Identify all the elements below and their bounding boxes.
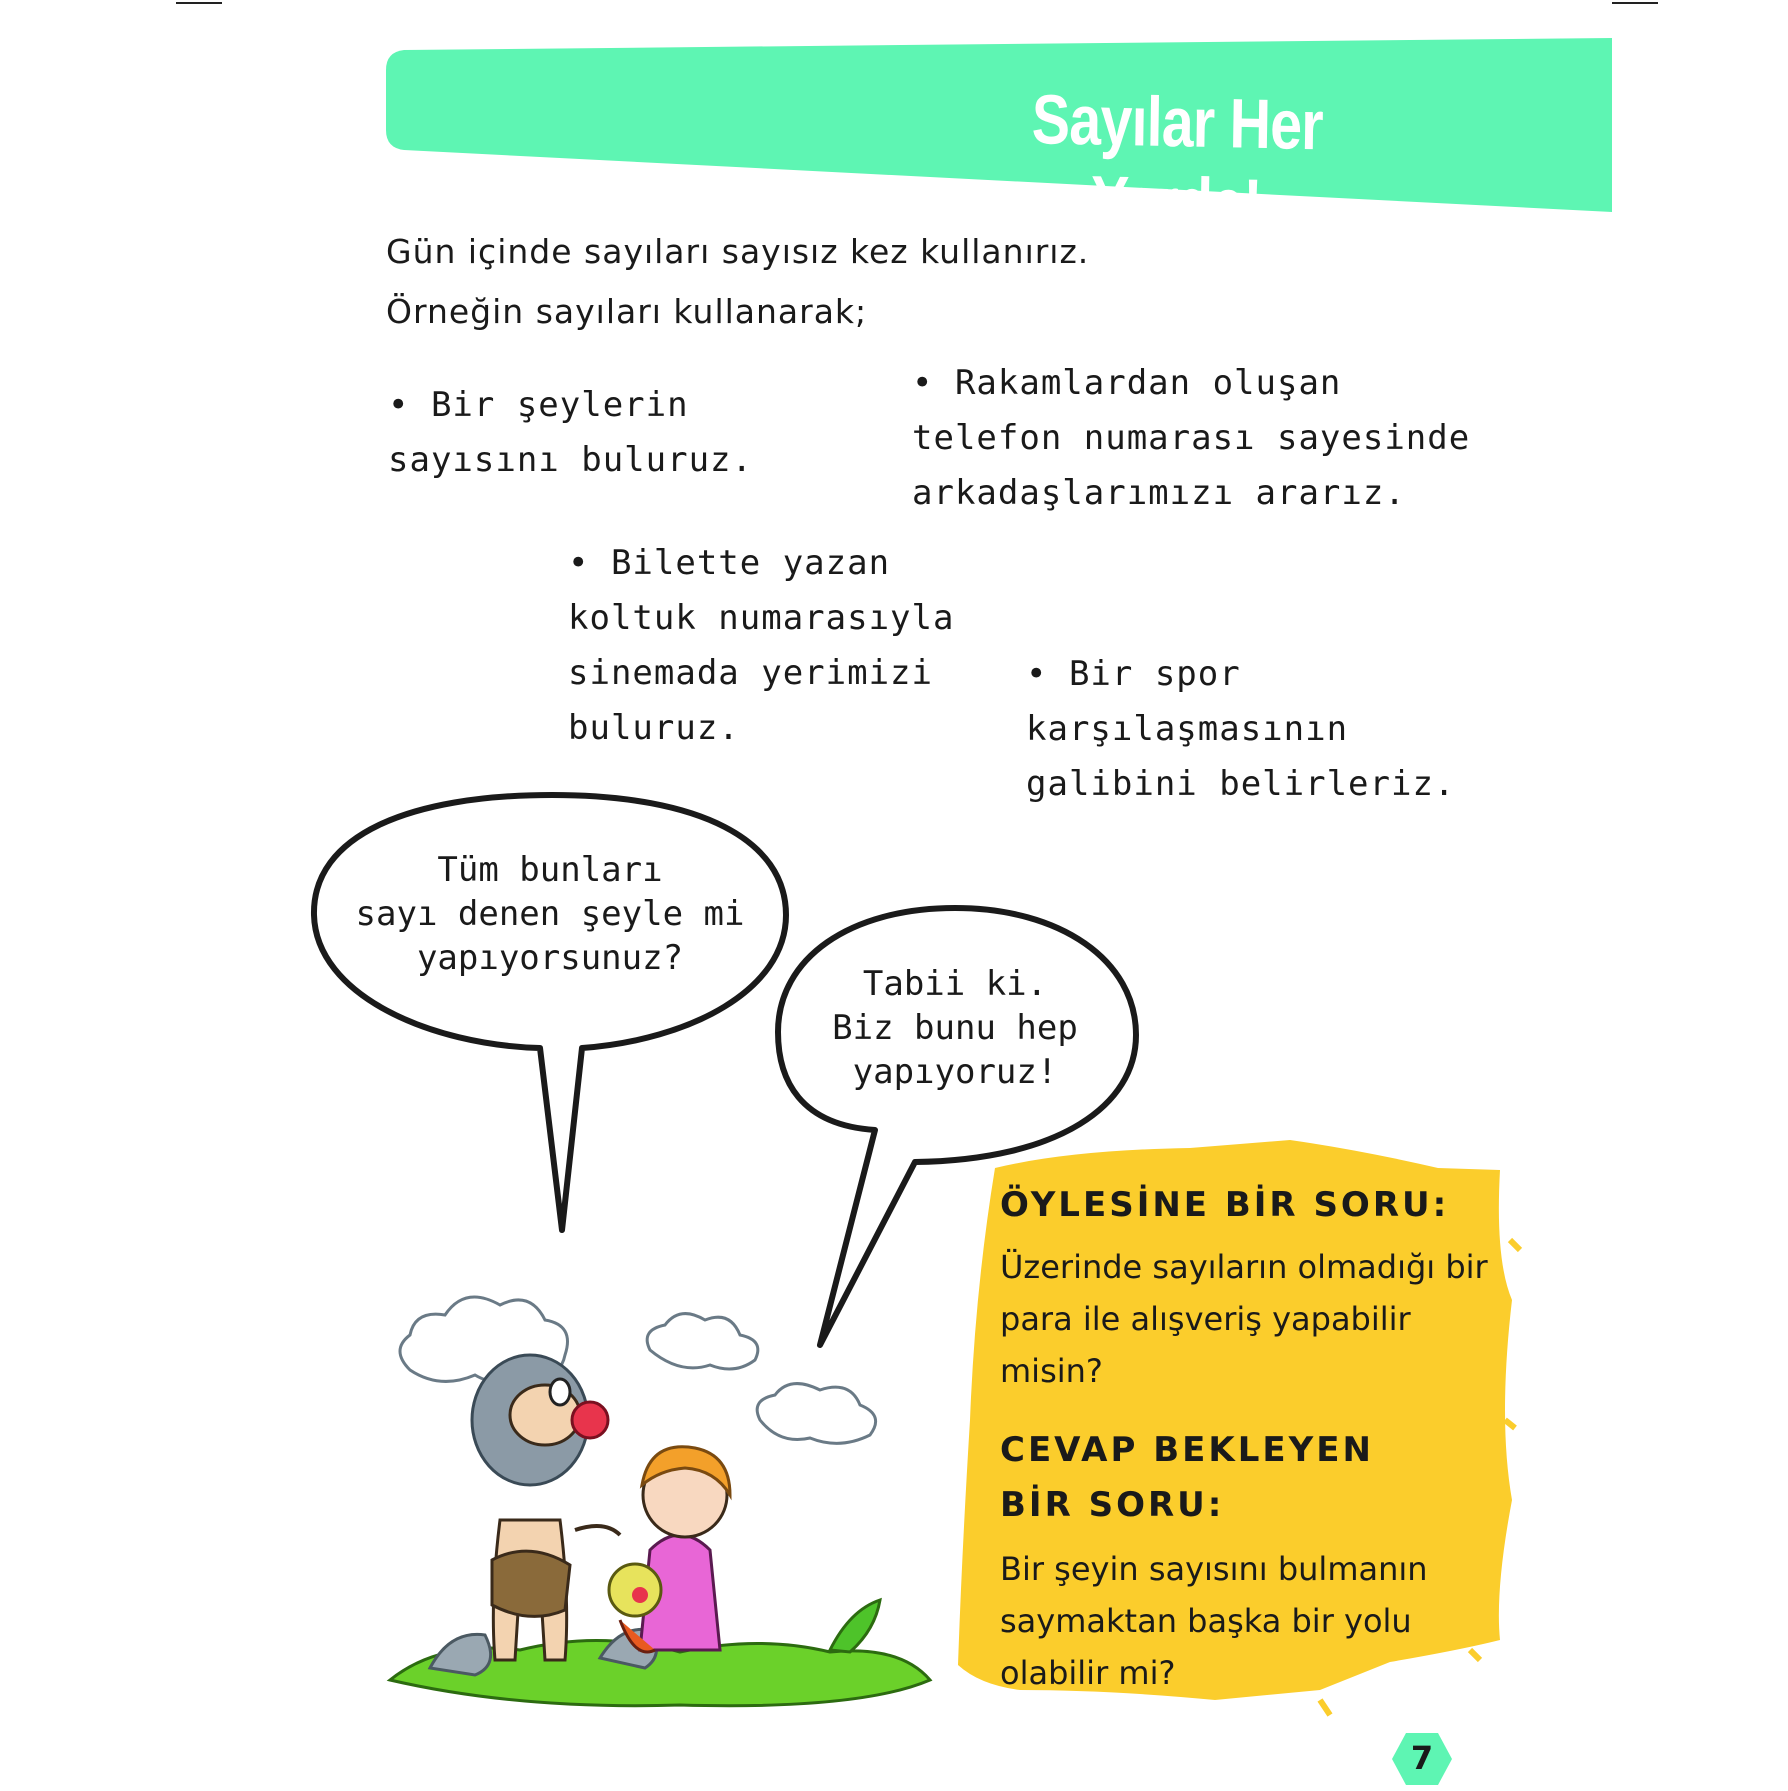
girl-bubble-text: Tüm bunları sayı denen şeyle mi yapıyorsunuz?: [355, 850, 745, 978]
caveman-bubble-text: Tabii ki. Biz bunu hep yapıyoruz!: [832, 964, 1078, 1092]
page-number: 7: [1410, 1739, 1434, 1777]
intro-line-1: Gün içinde sayıları sayısız kez kullanırız.: [386, 232, 1090, 271]
answer-question-heading: CEVAP BEKLEYEN BİR SORU:: [1000, 1430, 1374, 1525]
bullet-phone-numbers: • Rakamlardan oluşan telefon numarası sayesinde arkadaşlarımızı ararız.: [912, 363, 1471, 513]
bullet-cinema-seat: • Bilette yazan koltuk numarasıyla sinemada yerimizi buluruz.: [568, 543, 955, 748]
page-title: Sayılar Her Yerde!: [1031, 80, 1324, 243]
question-box: [1000, 1178, 1510, 1699]
casual-question-text: Üzerinde sayıların olmadığı bir para ile alışveriş yapabilir misin?: [1000, 1248, 1488, 1390]
bullet-count-things: • Bir şeylerin sayısını buluruz.: [388, 385, 753, 480]
page-number-badge: [1390, 1731, 1454, 1787]
intro-line-2: Örneğin sayıları kullanarak;: [386, 292, 868, 331]
answer-question-text: Bir şeyin sayısını bulmanın saymaktan başka bir yolu olabilir mi?: [1000, 1550, 1428, 1692]
bullet-sports-match: • Bir spor karşılaşmasının galibini belirleriz.: [1026, 654, 1456, 804]
casual-question-heading: ÖYLESİNE BİR SORU:: [1000, 1185, 1450, 1225]
